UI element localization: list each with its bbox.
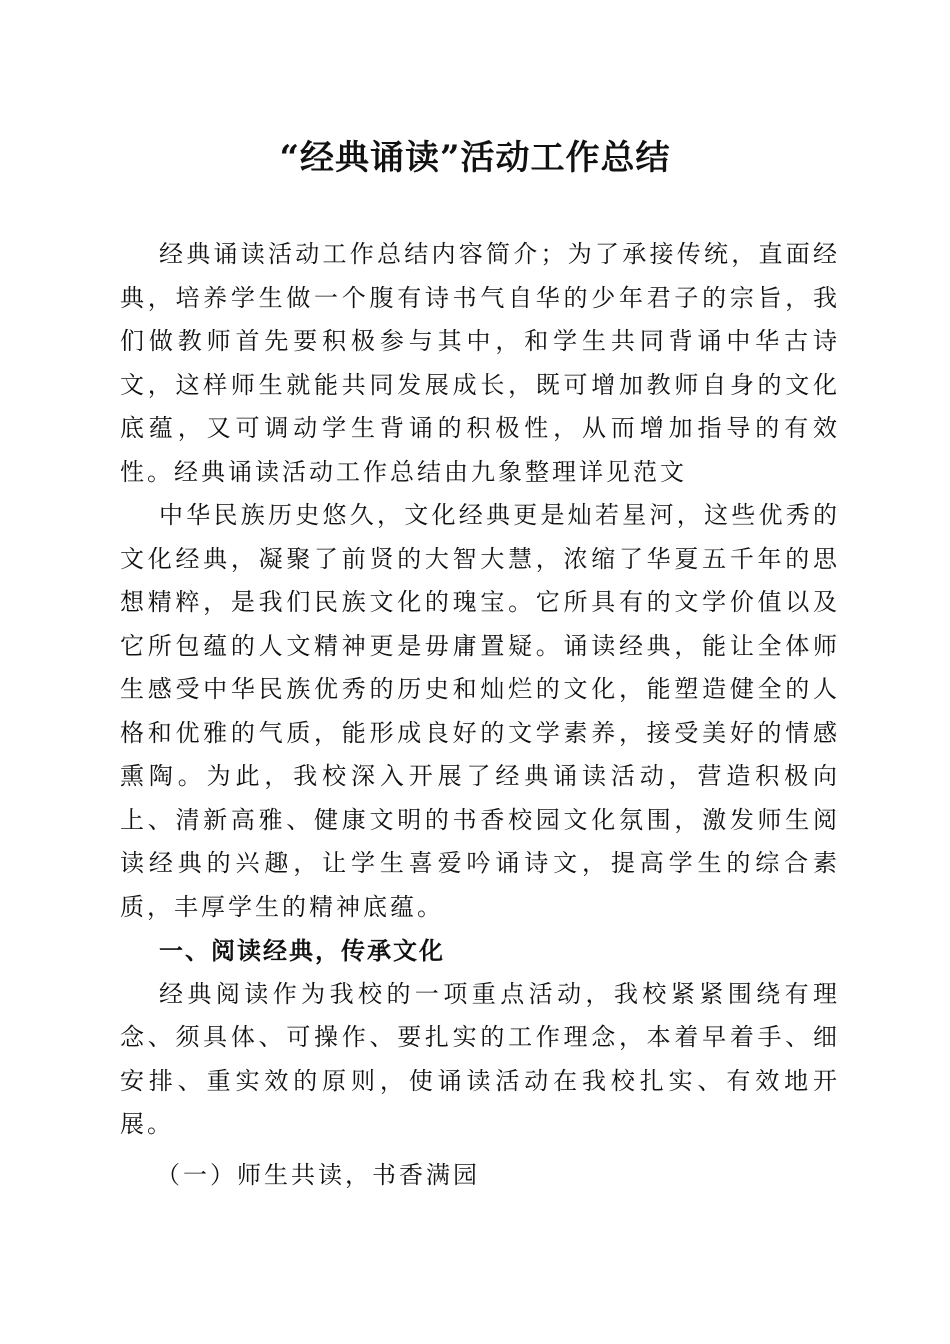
document-body <box>120 233 840 1197</box>
background-paragraph: 中华民族历史悠久，文化经典更是灿若星河，这些优秀的文化经典，凝聚了前贤的大智大慧，浓缩了华夏五千年的思想精粹，是我们民族文化的瑰宝。它所具有的文学价值以及它所包蕴的人文精神更是毋庸置疑。诵读经典，能让全体师生感受中华民族优秀的历史和灿烂的文化，能塑造健全的人格和优雅的气质，能形成良好的文学素养，接受美好的情感熏陶。为此，我校深入开展了经典诵读活动，营造积极向上、清新高雅、健康文明的书香校园文化氛围，激发师生阅读经典的兴趣，让学生喜爱吟诵诗文，提高学生的综合素质，丰厚学生的精神底蕴。 <box>120 501 840 921</box>
section-heading-1: 一、阅读经典，传承文化 <box>159 936 445 965</box>
subsection-heading-1: （一）师生共读，书香满园 <box>156 1160 480 1189</box>
intro-paragraph: 经典诵读活动工作总结内容简介；为了承接传统，直面经典，培养学生做一个腹有诗书气自华的少年君子的宗旨，我们做教师首先要积极参与其中，和学生共同背诵中华古诗文，这样师生就能共同发展成长，既可增加教师自身的文化底蕴，又可调动学生背诵的积极性，从而增加指导的有效性。经典诵读活动工作总结由九象整理详见范文 <box>120 240 840 486</box>
section-1-paragraph: 经典阅读作为我校的一项重点活动，我校紧紧围绕有理念、须具体、可操作、要扎实的工作理念，本着早着手、细安排、重实效的原则，使诵读活动在我校扎实、有效地开展。 <box>120 979 840 1138</box>
document-title: “经典诵读”活动工作总结 <box>279 138 671 178</box>
